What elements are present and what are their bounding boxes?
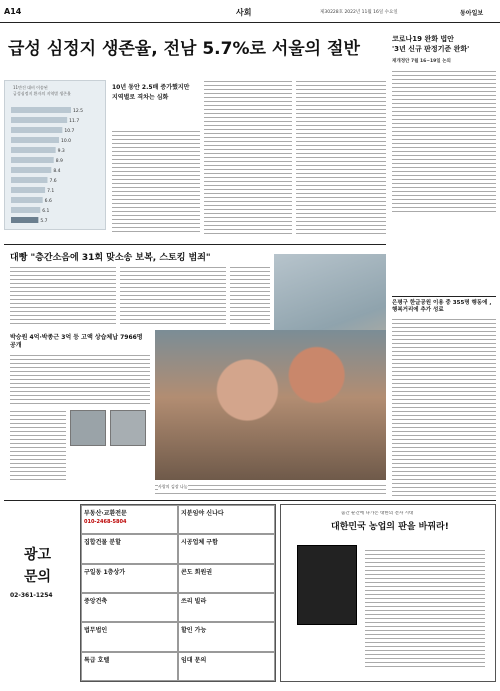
chart-value-label: 10.7	[64, 129, 75, 134]
chart-bar	[11, 207, 40, 213]
right-story	[392, 34, 496, 244]
chart-bar	[11, 137, 59, 143]
book-ad-title: 대한민국 농업의 판을 바꿔라!	[331, 522, 449, 532]
top-sub-1: 10년 동안 2.5배 증가했지만	[112, 84, 190, 91]
right-sub: 재개정안 7월 16~19일 논의	[392, 59, 451, 64]
right-rule	[392, 296, 496, 297]
classified-item: 구일동 1층상가	[81, 564, 178, 593]
chart-bar	[11, 117, 67, 123]
classified-item: 부동산·교환전문 010-2468-5804	[81, 505, 178, 534]
portrait-2	[110, 410, 146, 446]
chart-bar	[11, 157, 54, 163]
chart-value-label: 10.0	[61, 139, 72, 144]
photo-story-body-2	[120, 266, 226, 326]
photo-story-body-1	[10, 266, 116, 326]
book-cover	[297, 545, 357, 625]
photo-caption: 사랑의 김장 나눔	[158, 484, 188, 489]
chart-box	[4, 80, 106, 230]
classified-item: 임대 문의	[178, 652, 275, 681]
ad-inquiry-title-1: 광고	[24, 547, 52, 563]
chart-bar	[11, 177, 47, 183]
chart-bar	[11, 107, 71, 113]
right-col-body	[392, 318, 496, 498]
section-name: 사회	[236, 8, 252, 17]
top-col-1	[112, 130, 200, 235]
book-ad	[280, 504, 496, 682]
photo-caption-lines	[155, 484, 386, 496]
chart-value-label: 6.1	[42, 209, 50, 214]
chart-value-label: 5.7	[40, 219, 48, 224]
chart-bar	[11, 197, 43, 203]
bar-chart	[5, 101, 105, 229]
portrait-1	[70, 410, 106, 446]
chart-value-label: 8.9	[55, 159, 63, 164]
chart-bar	[11, 127, 62, 133]
chart-value-label: 7.1	[47, 189, 55, 194]
right-col-headline: 은평구 한글공원 이용 중 355명 행동에 , 행복거리에 추가 성료	[392, 300, 492, 313]
chart-value-label: 6.6	[44, 199, 52, 204]
chart-bar	[11, 167, 51, 173]
classified-item: 콘도 회원권	[178, 564, 275, 593]
classified-item: 중앙건축	[81, 593, 178, 622]
top-sub-2: 지역별로 격차는 심화	[112, 94, 169, 101]
page-header	[0, 6, 500, 20]
ad-rule	[4, 500, 496, 501]
chart-value-label: 9.3	[57, 149, 65, 154]
header-rule	[0, 22, 500, 23]
book-ad-top: 출간 순간에 다가온 대한의 전자 시대	[341, 511, 414, 516]
chart-bar	[11, 187, 45, 193]
classified-item: 시공업체 구함	[178, 534, 275, 563]
second-body-1	[10, 354, 150, 406]
photo-story-body-3	[230, 266, 270, 326]
page-number: A14	[4, 7, 22, 16]
right-headline-1: 코로나19 완화 법안	[392, 35, 454, 43]
ad-inquiry-title-2: 문의	[24, 569, 52, 585]
classified-grid	[80, 504, 276, 682]
classified-item: 특급 호텔	[81, 652, 178, 681]
chart-value-label: 11.7	[69, 119, 80, 124]
book-ad-body	[365, 549, 485, 669]
news-photo-main	[155, 330, 386, 480]
classified-item: 지분임야 신나다	[178, 505, 275, 534]
classified-item: 집합건물 분할	[81, 534, 178, 563]
photo-headline: 대빵 "층간소음에 31회 맞소송 보복, 스토킹 범죄"	[10, 253, 211, 263]
chart-value-label: 12.5	[73, 109, 84, 114]
right-body	[392, 70, 496, 215]
ad-inquiry	[4, 504, 78, 654]
top-headline: 급성 심정지 생존율, 전남 5.7%로 서울의 절반	[8, 39, 360, 59]
top-col-2	[204, 80, 292, 235]
paper-name: 동아일보	[460, 10, 484, 17]
chart-value-label: 8.4	[53, 169, 61, 174]
classified-item: 쓰리 빌라	[178, 593, 275, 622]
second-headline: 박승원 4억·박종근 3억 등 고액 상습체납 7966명 공개	[10, 334, 143, 349]
chart-title-2: 급성심정지 환자의 지역별 생존율	[13, 91, 71, 96]
chart-value-label: 7.6	[49, 179, 57, 184]
classified-item: 할인 가능	[178, 622, 275, 651]
classified-item: 법무법인	[81, 622, 178, 651]
edition-line: 제30228호 2022년 11월 16일 수요일	[320, 10, 398, 15]
second-body-2	[10, 410, 66, 482]
top-col-3	[296, 80, 386, 235]
chart-bar	[11, 147, 56, 153]
right-headline-2: '3년 신규 판정기준 완화'	[392, 45, 470, 53]
ad-inquiry-phone: 02-361-1254	[10, 592, 53, 599]
section-rule-1	[4, 244, 386, 245]
chart-title-1: 11만건 대비 이송된	[13, 85, 48, 90]
chart-bar	[11, 217, 38, 223]
